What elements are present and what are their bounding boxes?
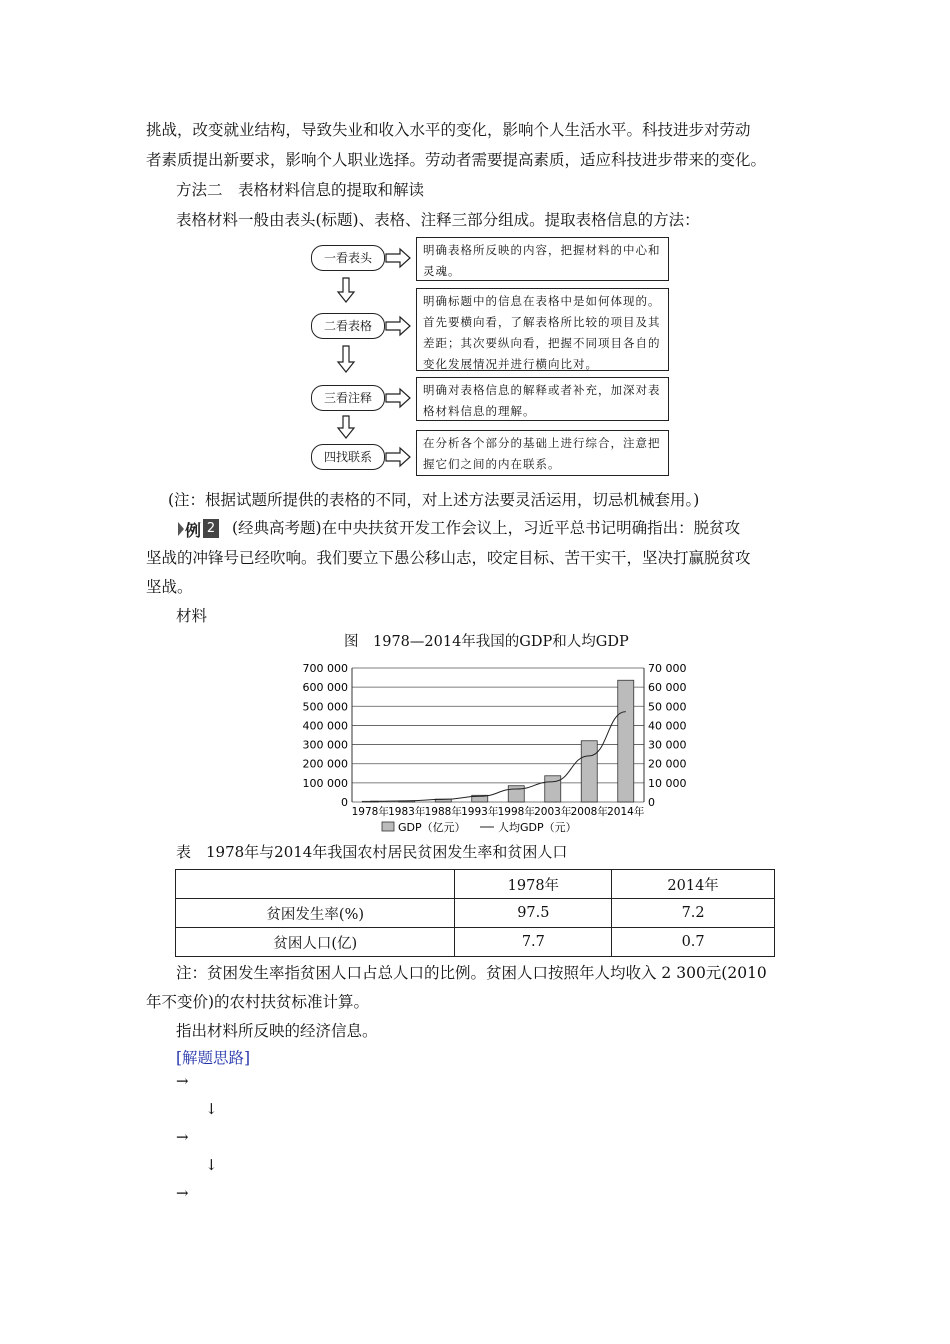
x-tick-label: 1988年 [424,806,462,818]
down-arrow-icon: ↓ [205,1156,218,1174]
y-tick-label-right: 40 000 [648,719,687,733]
intro-line-1: 挑战，改变就业结构，导致失业和收入水平的变化，影响个人生活水平。科技进步对劳动 [146,121,751,139]
y-tick-label-left: 600 000 [302,681,348,695]
y-tick-label-left: 500 000 [302,700,348,714]
legend-line-label: 人均GDP（元） [498,821,577,834]
question-text: 指出材料所反映的经济信息。 [176,1022,378,1040]
right-arrow-icon: → [176,1184,189,1202]
table-header-cell: 2014年 [612,870,775,899]
down-arrow-icon: ↓ [205,1100,218,1118]
method-description: 表格材料一般由表头(标题)、表格、注释三部分组成。提取表格信息的方法： [176,211,700,229]
table-cell: 97.5 [455,899,612,928]
table-note-line-2: 年不变价)的农村扶贫标准计算。 [146,993,370,1011]
note-text: (注：根据试题所提供的表格的不同，对上述方法要灵活运用，切忌机械套用。) [168,491,700,509]
table-row [176,899,775,928]
y-tick-label-left: 100 000 [302,776,348,790]
table-cell: 贫困发生率(%) [176,899,455,928]
flow-arrows [300,236,430,476]
x-tick-label: 2014年 [607,806,645,818]
down-arrow-icon [338,416,354,438]
chart-title: 图 1978—2014年我国的GDP和人均GDP [344,634,629,650]
legend-bar-label: GDP（亿元） [398,821,466,834]
example-badge [178,518,220,540]
table-caption: 表 1978年与2014年我国农村居民贫困发生率和贫困人口 [176,843,568,861]
table-cell: 7.2 [612,899,775,928]
y-tick-label-left: 700 000 [302,662,348,675]
y-tick-label-right: 20 000 [648,757,687,771]
table-header-cell [176,870,455,899]
bar [581,741,597,802]
y-tick-label-left: 300 000 [302,738,348,752]
x-tick-label: 2008年 [570,806,608,818]
x-tick-label: 1998年 [497,806,535,818]
material-label: 材料 [176,607,208,625]
legend-bar-swatch [382,822,394,831]
example-tag: 例 [185,521,202,540]
flow-step-label: 三看注释 [311,385,385,411]
bar [545,776,561,802]
y-tick-label-right: 10 000 [648,776,687,790]
flow-step-text: 明确标题中的信息在表格中是如何体现的。首先要横向看，了解表格所比较的项目及其差距；其次要纵向看，把握不同项目各自的变化发展情况并进行横向比对。 [416,288,669,371]
flow-step-label: 二看表格 [311,313,385,339]
flow-step-label: 四找联系 [311,444,385,470]
y-tick-label-right: 30 000 [648,738,687,752]
solution-label: [解题思路] [176,1049,251,1067]
example-number: 2 [203,519,219,538]
table-header-cell: 1978年 [455,870,612,899]
y-tick-label-left: 400 000 [302,719,348,733]
flow-step-text: 明确对表格信息的解释或者补充，加深对表格材料信息的理解。 [416,377,669,421]
flow-step-text: 在分析各个部分的基础上进行综合，注意把握它们之间的内在联系。 [416,430,669,476]
x-tick-label: 2003年 [534,806,572,818]
right-arrow-icon [386,317,410,335]
flow-step-text: 明确表格所反映的内容，把握材料的中心和灵魂。 [416,237,669,281]
down-arrow-icon [338,346,354,372]
flow-step-label: 一看表头 [311,245,385,271]
right-arrow-icon [386,249,410,267]
table-cell: 贫困人口(亿) [176,928,455,957]
example-line-2: 坚战的冲锋号已经吹响。我们要立下愚公移山志，咬定目标、苦干实干，坚决打赢脱贫攻 [146,549,751,567]
right-arrow-icon: → [176,1128,189,1146]
badge-triangle-icon [178,522,184,536]
intro-line-2: 者素质提出新要求，影响个人职业选择。劳动者需要提高素质，适应科技进步带来的变化。 [146,151,767,169]
right-arrow-icon [386,389,410,407]
x-tick-label: 1993年 [461,806,499,818]
x-tick-label: 1978年 [351,806,389,818]
bar [618,680,634,802]
method-title: 方法二 表格材料信息的提取和解读 [176,181,425,199]
y-tick-label-right: 50 000 [648,700,687,714]
example-line-3: 坚战。 [146,578,193,596]
y-tick-label-left: 0 [341,796,348,809]
example-line-1: (经典高考题)在中央扶贫开发工作会议上，习近平总书记明确指出：脱贫攻 [232,519,741,537]
down-arrow-icon [338,278,354,302]
right-arrow-icon [386,448,410,466]
y-tick-label-left: 200 000 [302,757,348,771]
gdp-chart [290,656,687,838]
y-tick-label-right: 70 000 [648,662,687,675]
y-tick-label-right: 60 000 [648,681,687,695]
table-note-line-1: 注：贫困发生率指贫困人口占总人口的比例。贫困人口按照年人均收入 2 300元(2010 [176,964,767,982]
poverty-table [175,869,775,957]
right-arrow-icon: → [176,1072,189,1090]
table-header-row [176,870,775,899]
table-cell: 0.7 [612,928,775,957]
table-row [176,928,775,957]
x-tick-label: 1983年 [388,806,426,818]
table-cell: 7.7 [455,928,612,957]
y-tick-label-right: 0 [648,796,655,809]
